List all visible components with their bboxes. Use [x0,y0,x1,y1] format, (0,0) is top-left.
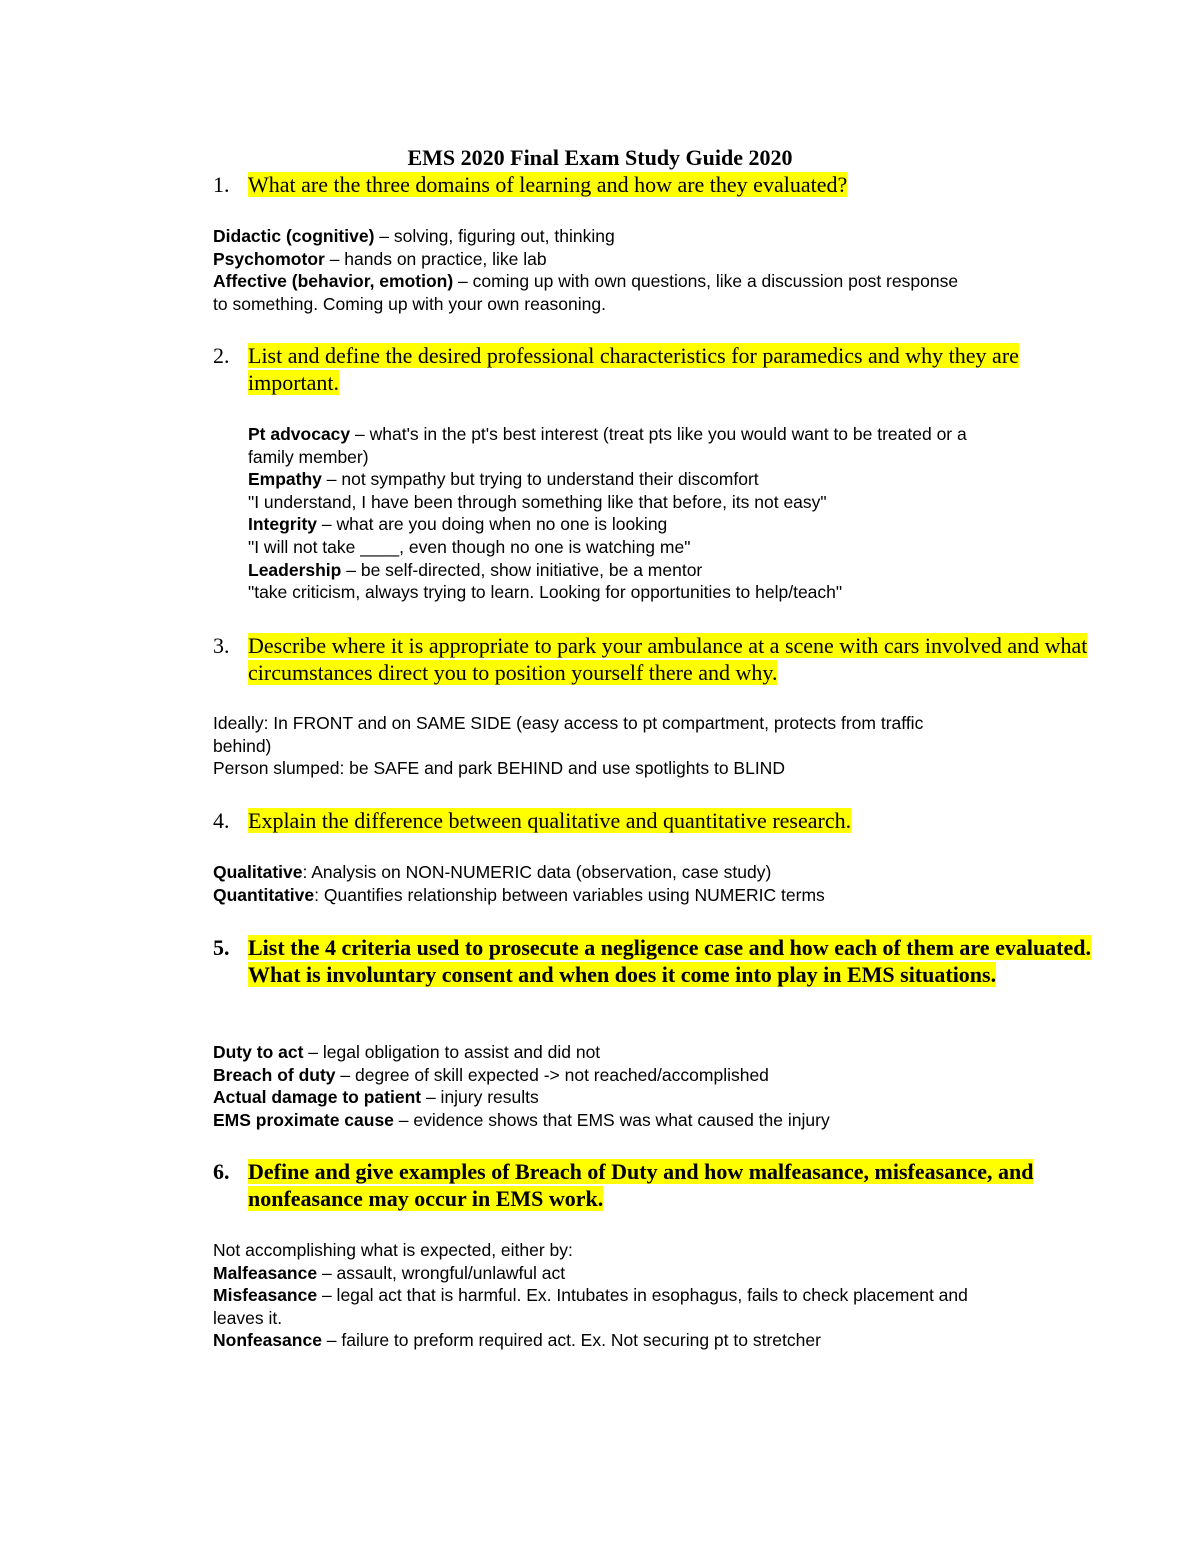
answer-line: Psychomotor – hands on practice, like lab [213,248,547,269]
answer-block-2 [248,423,1078,604]
answer-line: Nonfeasance – failure to preform required act. Ex. Not securing pt to stretcher [213,1330,821,1351]
question-3 [213,632,1093,686]
answer-line: Person slumped: be SAFE and park BEHIND and use spotlights to BLIND [213,758,785,779]
question-6 [213,1158,1093,1212]
question-number: 2. [213,343,230,368]
answer-line: Quantitative: Quantifies relationship between variables using NUMERIC terms [213,884,825,905]
answer-line: behind) [213,735,272,756]
question-number: 1. [213,172,230,197]
question-number: 3. [213,633,230,658]
answer-line: Not accomplishing what is expected, either by: [213,1240,573,1260]
answer-line: leaves it. [213,1307,283,1328]
answer-block-1 [213,225,1093,315]
answer-line: to something. Coming up with your own reasoning. [213,293,606,314]
question-2 [213,342,1093,396]
answer-line: "I will not take ____, even though no one is watching me" [248,536,691,557]
question-text: Explain the difference between qualitative and quantitative research. [248,808,852,833]
question-number: 5. [213,935,230,960]
answer-block-4 [213,861,1093,906]
question-5 [213,934,1093,988]
answer-line: family member) [248,446,369,467]
question-text: Describe where it is appropriate to park your ambulance at a scene with cars involved and what circumstances direct you to position yourself there and why. [248,633,1088,685]
answer-line: Ideally: In FRONT and on SAME SIDE (easy access to pt compartment, protects from traffic [213,713,924,733]
answer-line: "take criticism, always trying to learn. Looking for opportunities to help/teach" [248,582,843,603]
answer-line: Qualitative: Analysis on NON-NUMERIC data (observation, case study) [213,862,772,882]
question-text: List the 4 criteria used to prosecute a negligence case and how each of them are evaluated. What is involuntary consent and when does it come into play in EMS situations. [248,935,1092,987]
answer-line: "I understand, I have been through something like that before, its not easy" [248,491,827,512]
answer-line: Misfeasance – legal act that is harmful. Ex. Intubates in esophagus, fails to check placement and [213,1285,968,1306]
answer-line: Pt advocacy – what's in the pt's best interest (treat pts like you would want to be treated or a [248,424,967,444]
answer-line: EMS proximate cause – evidence shows that EMS was what caused the injury [213,1109,830,1130]
answer-block-3 [213,712,1093,780]
answer-line: Actual damage to patient – injury results [213,1087,539,1108]
answer-line: Breach of duty – degree of skill expected -> not reached/accomplished [213,1064,769,1085]
answer-block-5 [213,1041,1093,1131]
question-number: 6. [213,1159,230,1184]
answer-line: Integrity – what are you doing when no one is looking [248,514,668,535]
answer-line: Malfeasance – assault, wrongful/unlawful act [213,1262,566,1283]
answer-line: Affective (behavior, emotion) – coming up with own questions, like a discussion post response [213,271,959,292]
question-text: List and define the desired professional characteristics for paramedics and why they are important. [248,343,1019,395]
document-title: EMS 2020 Final Exam Study Guide 2020 [407,145,793,170]
answer-line: Didactic (cognitive) – solving, figuring out, thinking [213,226,615,246]
answer-line: Duty to act – legal obligation to assist and did not [213,1042,601,1062]
question-text: What are the three domains of learning and how are they evaluated? [248,172,848,197]
question-number: 4. [213,808,230,833]
answer-line: Leadership – be self-directed, show initiative, be a mentor [248,559,703,580]
question-1 [213,171,1093,198]
answer-block-6 [213,1239,1093,1352]
question-text: Define and give examples of Breach of Duty and how malfeasance, misfeasance, and nonfeasance may occur in EMS work. [248,1159,1034,1211]
answer-line: Empathy – not sympathy but trying to understand their discomfort [248,469,759,490]
question-4 [213,807,1093,834]
